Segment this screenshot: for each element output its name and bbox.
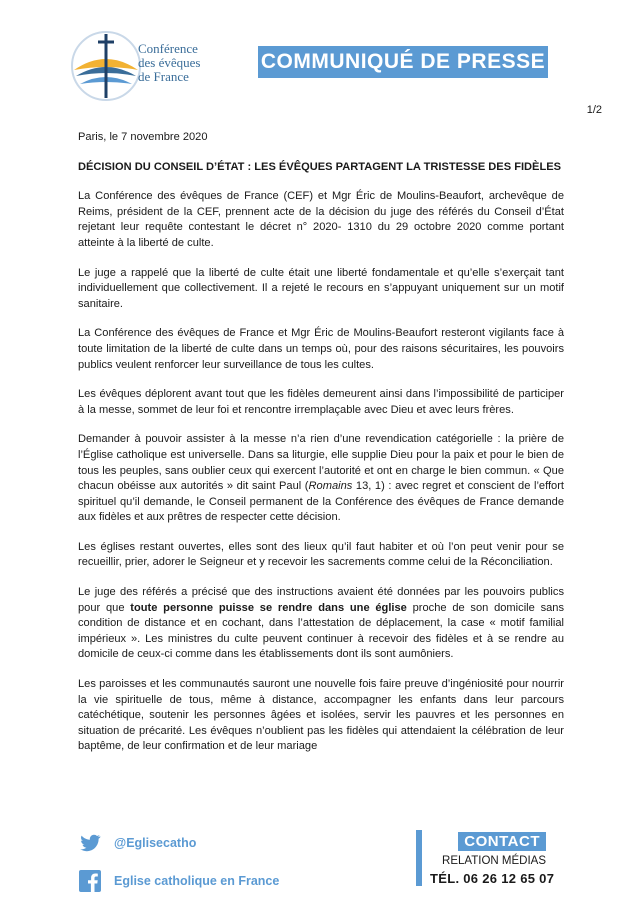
paragraph [78, 585, 564, 663]
logo-text-line: de France [138, 69, 189, 84]
logo-text [138, 42, 200, 84]
paragraph-text: Demander à pouvoir assister à la messe n’a rien d’une revendication catégorielle : la prière de l’Église catholique est universelle. Dans sa liturgie, elle supplie Dieu pour la paix et pour le bien de tous les peuples, sans oublier ceux qui exercent l’autorité et ont en charge le bien commun. « Que chacun obéisse aux autorités » dit saint Paul ( [78, 433, 564, 493]
facebook-page-name: Eglise catholique en France [114, 874, 280, 888]
facebook-link[interactable] [78, 864, 279, 898]
paragraph: Les paroisses et les communautés sauront une nouvelle fois faire preuve d’ingéniosité pour nourrir la vie spirituelle de tous, même à distance, accompagner les enfants dans leur parcours catéchétique, soutenir les personnes âgées et isolées, servir les pauvres et les personnes en situation de précarité. Les évêques n’oublient pas les fidèles qui attendaient la célébration de leur baptême, de leur confirmation et de leur mariage [78, 678, 564, 753]
emphasis-text: toute personne puisse se rendre dans une église [130, 601, 407, 614]
paragraph: Les églises restant ouvertes, elles sont des lieux qu’il faut habiter et où l’on peut venir pour se recueillir, prier, adorer le Seigneur et y recevoir les sacrements comme celui de la Réconciliation. [78, 540, 564, 569]
contact-department: RELATION MÉDIAS [442, 855, 546, 867]
twitter-link[interactable] [78, 826, 279, 860]
contact-phone[interactable]: TÉL. 06 26 12 65 07 [430, 871, 555, 886]
paragraph: Le juge a rappelé que la liberté de culte était une liberté fondamentale et qu’elle s’exerçait tant individuellement que collectivement. Il a rejeté le recours en s’appuyant uniquement sur un motif sanitaire. [78, 266, 564, 310]
logo-text-line: des évêques [138, 55, 201, 70]
contact-title: CONTACT [458, 832, 546, 851]
press-release-banner: COMMUNIQUÉ DE PRESSE [258, 46, 548, 78]
letter-body [78, 130, 564, 769]
paragraph-text: proche de son domicile sans condition de distance et en cochant, dans l’attestation de déplacement, la case « motif familial impérieux ». Les ministres du culte peuvent continuer à recevoir des fidèles et à se rendre au domicile de ceux-ci comme dans les établissements dont ils sont aumôniers. [78, 601, 564, 661]
bible-reference: Romains [308, 480, 353, 493]
paragraph [78, 432, 564, 526]
contact-divider [416, 830, 422, 886]
facebook-icon [78, 869, 102, 893]
paragraph: Les évêques déplorent avant tout que les fidèles demeurent ainsi dans l’impossibilité de participer à la messe, sommet de leur foi et rencontre irremplaçable avec Dieu et avec leurs frères. [78, 388, 564, 416]
twitter-handle: @Eglisecatho [114, 836, 197, 850]
logo-text-line: Conférence [138, 41, 198, 56]
letter-date: Paris, le 7 novembre 2020 [78, 131, 208, 143]
paragraph-text: 13, 1) : avec regret et conscient de l’effort spirituel qu’il demande, le Conseil permanent de la Conférence des évêques de France demande aux fidèles et aux prêtres de respecter cette décision. [78, 480, 564, 524]
social-links [78, 826, 279, 902]
page-number: 1/2 [586, 104, 602, 116]
contact-block [430, 832, 555, 886]
letter-headline: DÉCISION DU CONSEIL D’ÉTAT : LES ÉVÊQUES PARTAGENT LA TRISTESSE DES FIDÈLES [78, 160, 562, 173]
cef-logo-icon [66, 26, 146, 104]
paragraph: La Conférence des évêques de France (CEF) et Mgr Éric de Moulins-Beaufort, archevêque de Reims, président de la CEF, prennent acte de la décision du juge des référés du Conseil d’État rejetant leur requête contestant le décret n° 2020- 1310 du 29 octobre 2020 comme portant atteinte à la liberté de culte. [78, 190, 564, 249]
paragraph-text: Le juge des référés a précisé que des instructions avaient été données par les pouvoirs publics pour que [78, 586, 564, 614]
paragraph: La Conférence des évêques de France et Mgr Éric de Moulins-Beaufort resteront vigilants face à toute limitation de la liberté de culte dans un temps où, pour des raisons sécuritaires, les pouvoirs publics veulent renforcer leur surveillance de tous les cultes. [78, 327, 564, 371]
twitter-icon [78, 831, 102, 855]
